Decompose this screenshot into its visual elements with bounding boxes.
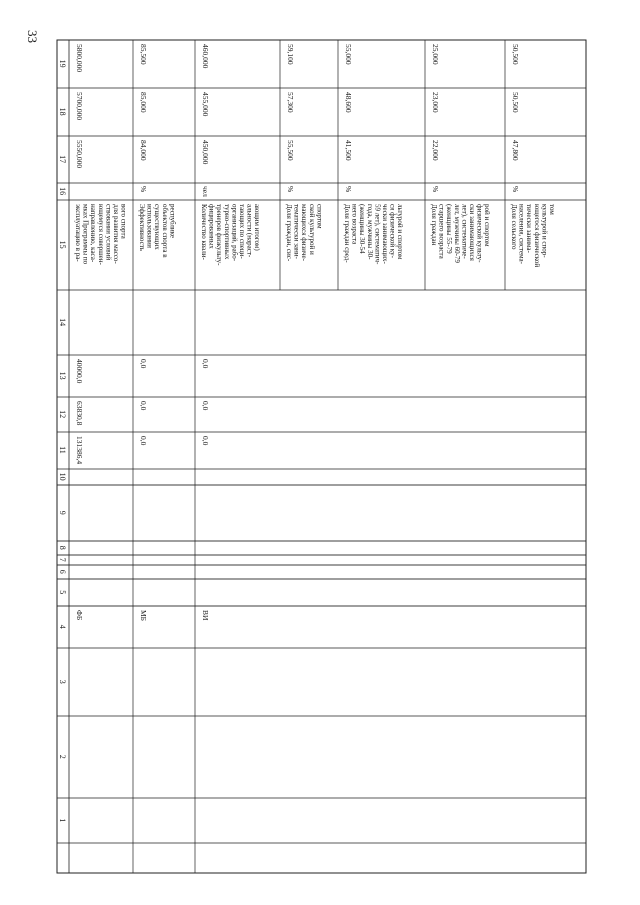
indicator-name: Эффективность [138,204,146,251]
indicator-value: 85,500 [139,44,148,65]
header-number: 3 [58,679,67,684]
indicator-name: льтурой и спортом [396,204,405,260]
header-number: 15 [58,240,67,249]
header-number: 7 [58,557,67,562]
indicator-name: мках Программы по [81,204,90,265]
indicator-name: спортом [315,204,324,229]
funding-value: 0,0 [139,359,148,369]
indicator-name: тренеров физкульту- [215,204,224,266]
indicator-name: ской культурой и [307,204,316,255]
indicator-value: 55,000 [344,44,353,65]
indicator-value: 85,000 [139,92,148,113]
table-border [57,40,586,873]
indicator-name: Доля граждан сред- [343,204,351,263]
indicator-name: тически занима- [525,204,534,253]
unit-label: % [139,186,148,193]
indicator-name: для развития массо- [112,204,120,264]
indicator-name: тающих по специ- [238,204,246,259]
funding-value: 0,0 [201,436,210,446]
indicator-name: культурой и спор- [540,204,549,258]
indicator-name: населения, система- [517,204,526,264]
unit-label: % [511,186,520,193]
indicator-name: альности (нараст- [245,204,254,258]
indicator-name: объектов спорта в [160,204,169,258]
indicator-value: 450,000 [201,140,210,165]
indicator-value: 5550,000 [75,140,84,169]
indicator-name: Доля граждан [430,204,438,246]
indicator-value: 460,000 [201,44,210,69]
indicator-name: ющегося физической [532,204,541,268]
indicator-value: 455,000 [201,92,210,117]
unit-label: % [431,186,440,193]
indicator-value: 59,100 [286,44,295,65]
indicator-value: 5800,000 [75,44,84,73]
indicator-name: направлению, каса- [89,204,98,263]
indicator-name: использования [145,204,154,248]
indicator-name: года, мужчины 30- [365,204,374,260]
funding-value: 0,0 [139,401,148,411]
header-number: 4 [58,624,67,629]
indicator-name: существующих [153,204,162,250]
indicator-name: том [548,204,556,215]
header-number: 9 [58,510,67,515]
indicator-name: организаций, рабо- [230,204,239,262]
header-number: 16 [58,187,67,196]
header-number: 6 [58,569,67,574]
funding-source: ВИ [201,610,210,621]
indicator-value: 22,000 [431,140,440,161]
indicator-name: ски занимающихся [468,204,476,261]
indicator-name: лет, мужчины 60-79 [452,204,461,263]
indicator-name: него возраста [350,204,359,245]
header-number: 2 [58,754,67,759]
indicator-name: Доля граждан, сис- [285,204,293,262]
funding-value: 40000,0 [75,359,84,384]
unit-label: % [286,186,295,193]
indicator-name: вого спорта [119,204,128,239]
funding-value: 131386,4 [75,436,84,465]
indicator-value: 41,500 [344,140,353,161]
indicator-name: мающихся физиче- [300,204,309,261]
unit-label: чел [201,186,210,197]
indicator-value: 47,800 [511,140,520,161]
indicator-value: 57,300 [286,92,295,113]
funding-value: 0,0 [201,359,210,369]
indicator-name: 59 лет), систематич- [373,204,382,265]
header-number: 8 [58,545,67,550]
indicator-name: лет), систематиче- [460,204,469,259]
header-number: 14 [58,318,67,327]
indicator-value: 50,500 [511,44,520,65]
header-number: 11 [58,446,67,454]
header-number: 17 [58,155,67,164]
indicator-value: 5700,000 [75,92,84,121]
header-number: 13 [58,371,67,380]
indicator-value: 50,500 [511,92,520,113]
funding-source: МБ [139,610,148,621]
indicator-value: 23,000 [431,92,440,113]
indicator-name: республике [168,204,177,239]
header-number: 10 [58,472,67,481]
indicator-name: турно-спортивных [222,204,231,260]
funding-value: 0,0 [139,436,148,446]
indicator-name: рой и спортом [483,204,492,247]
indicator-name: ющемуся совершен- [96,204,105,265]
indicator-name: чески занимающих- [381,204,389,264]
indicator-name: ся физической ку- [388,204,397,258]
indicator-name: ающим итогом) [253,204,262,251]
indicator-name: эксплуатацию в ра- [74,204,82,262]
header-number: 12 [58,410,67,419]
indicator-name: (женщины 30-54 [358,204,367,254]
indicator-value: 25,000 [431,44,440,65]
indicator-value: 55,500 [286,140,295,161]
header-number: 5 [58,590,67,595]
indicator-name: фицированных [207,204,216,249]
indicator-name: Доля сельского [510,204,518,250]
funding-value: 63830,8 [75,401,84,426]
indicator-name: старшего возраста [437,204,446,259]
header-number: 1 [58,818,67,823]
indicator-name: физической культу- [475,204,484,263]
indicator-name: (женщины 55-79 [445,204,454,254]
unit-label: % [344,186,353,193]
funding-value: 0,0 [201,401,210,411]
indicator-value: 48,600 [344,92,353,113]
indicator-value: 84,000 [139,140,148,161]
indicator-name: тематически зани- [292,204,301,259]
funding-source: ФБ [75,610,84,621]
page-number: 33 [25,30,40,43]
indicator-name: ствования условий [104,204,113,261]
indicator-name: Количество квали- [200,204,208,260]
header-number: 19 [58,59,67,68]
header-number: 18 [58,107,67,116]
